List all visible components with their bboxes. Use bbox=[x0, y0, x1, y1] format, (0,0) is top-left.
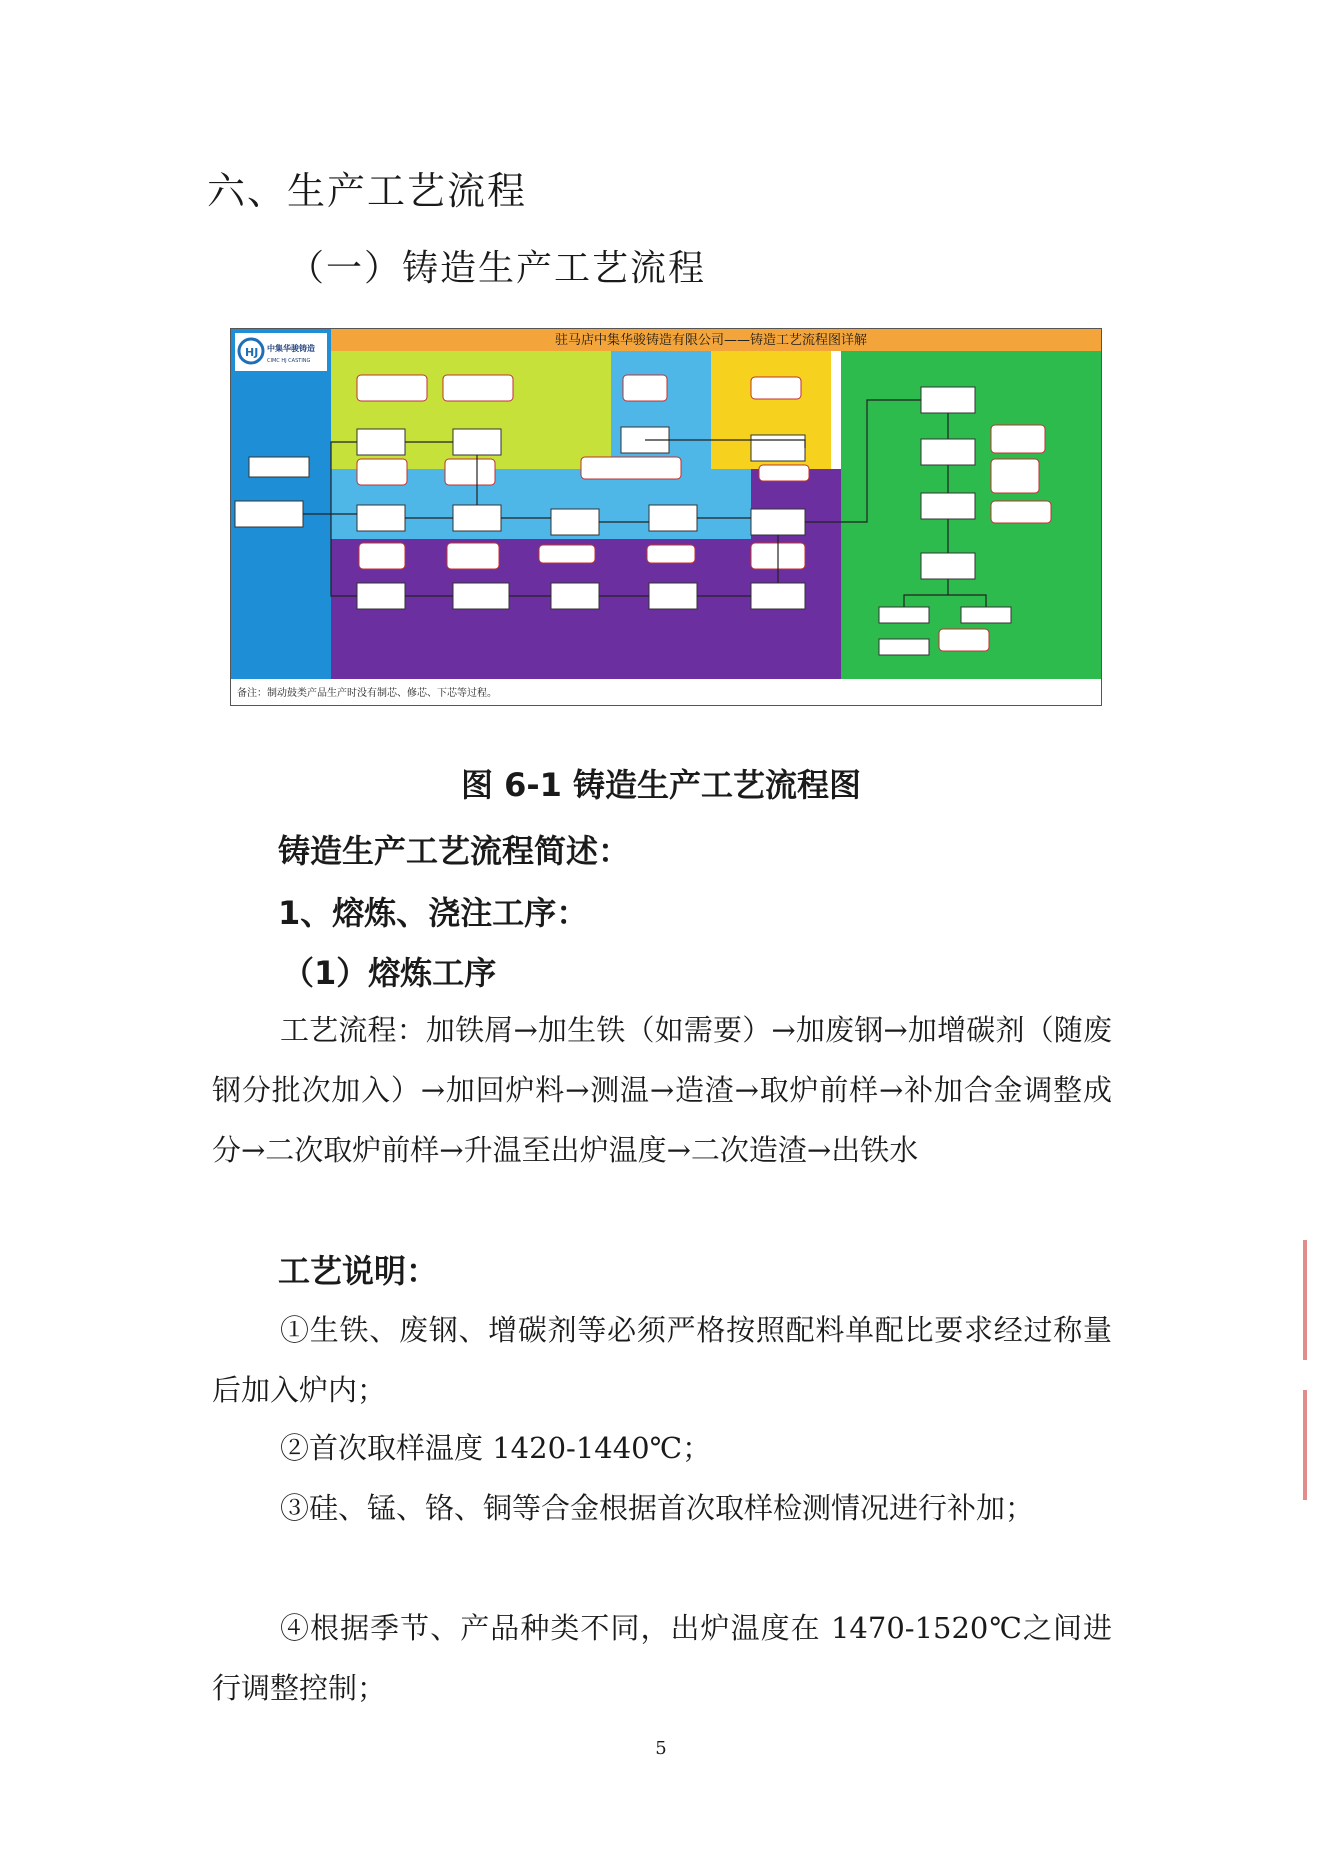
process-note: ④根据季节、产品种类不同，出炉温度在 1470-1520℃之间进行调整控制； bbox=[212, 1611, 1112, 1705]
step1-heading: 1、熔炼、浇注工序： bbox=[278, 894, 589, 932]
node-box bbox=[961, 607, 1011, 623]
node-box bbox=[249, 457, 309, 477]
process-flow-paragraph: 工艺流程：加铁屑→加生铁（如需要）→加废钢→加增碳剂（随废钢分批次加入）→加回炉料→测温→造渣→取炉前样→补加合金调整成分→二次取炉前样→升温至出炉温度→二次造渣→出铁水 bbox=[212, 1013, 1112, 1167]
node-box bbox=[751, 583, 805, 609]
seal-edge-mark bbox=[1303, 1390, 1307, 1500]
figure-footnote: 备注：制动鼓类产品生产时没有制芯、修芯、下芯等过程。 bbox=[237, 688, 497, 699]
flowchart-figure bbox=[230, 328, 1102, 706]
node-box bbox=[751, 509, 805, 535]
callout bbox=[581, 457, 681, 479]
summary-heading: 铸造生产工艺流程简述： bbox=[278, 832, 631, 870]
process-note: ③硅、锰、铬、铜等合金根据首次取样检测情况进行补加； bbox=[280, 1491, 1035, 1525]
callout bbox=[357, 375, 427, 401]
callout bbox=[445, 459, 495, 485]
node-box bbox=[357, 429, 405, 455]
figure-title: 驻马店中集华骏铸造有限公司——铸造工艺流程图详解 bbox=[554, 333, 868, 348]
svg-text:HJ: HJ bbox=[245, 346, 259, 359]
process-note: ①生铁、废钢、增碳剂等必须严格按照配料单配比要求经过称量后加入炉内； bbox=[212, 1313, 1112, 1407]
node-box bbox=[551, 583, 599, 609]
node-box bbox=[453, 429, 501, 455]
callout bbox=[751, 377, 801, 399]
figure-caption: 图 6-1 铸造生产工艺流程图 bbox=[460, 766, 862, 804]
callout bbox=[447, 543, 499, 569]
node-box bbox=[235, 501, 303, 527]
node-box bbox=[453, 505, 501, 531]
page-number: 5 bbox=[655, 1738, 667, 1759]
subsection-heading: （一）铸造生产工艺流程 bbox=[288, 248, 707, 289]
callout bbox=[759, 465, 809, 481]
node-box bbox=[921, 553, 975, 579]
node-box bbox=[357, 583, 405, 609]
figure-logo-text: 中集华骏铸造 bbox=[267, 344, 315, 353]
callout bbox=[647, 545, 695, 563]
figure-logo-subtext: CIMC HJ CASTING bbox=[267, 358, 311, 364]
step1a-heading: （1）熔炼工序 bbox=[282, 954, 497, 992]
node-box bbox=[921, 493, 975, 519]
node-box bbox=[751, 435, 805, 461]
callout bbox=[623, 375, 667, 401]
node-box bbox=[879, 639, 929, 655]
callout bbox=[443, 375, 513, 401]
callout bbox=[357, 459, 407, 485]
section-heading: 六、生产工艺流程 bbox=[207, 169, 528, 213]
process-note: ②首次取样温度 1420-1440℃； bbox=[280, 1431, 712, 1465]
callout bbox=[991, 459, 1039, 493]
callout bbox=[359, 543, 405, 569]
node-box bbox=[921, 387, 975, 413]
process-note-heading: 工艺说明： bbox=[278, 1252, 439, 1290]
callout bbox=[991, 425, 1045, 453]
callout bbox=[539, 545, 595, 563]
callout bbox=[991, 501, 1051, 523]
node-box bbox=[879, 607, 929, 623]
node-box bbox=[551, 509, 599, 535]
node-box bbox=[649, 583, 697, 609]
node-box bbox=[357, 505, 405, 531]
region-purple-right bbox=[751, 469, 841, 679]
callout bbox=[939, 629, 989, 651]
node-box bbox=[921, 439, 975, 465]
seal-edge-mark bbox=[1303, 1240, 1307, 1360]
node-box bbox=[649, 505, 697, 531]
node-box bbox=[453, 583, 509, 609]
